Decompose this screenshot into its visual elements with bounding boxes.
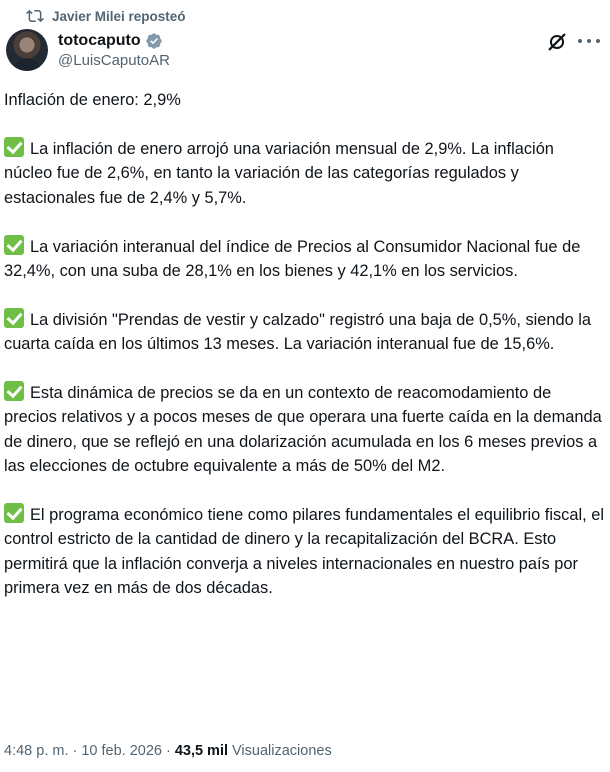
check-mark-icon — [4, 381, 24, 401]
tweet-paragraph — [4, 308, 604, 357]
tweet-paragraph — [4, 381, 604, 478]
more-dot — [587, 39, 591, 43]
paragraph-text: El programa económico tiene como pilares fundamentales el equilibrio fiscal, el control estricto de la cantidad de dinero y la recapitalización del BCRA. Esto permitirá que la inflación converja a niveles internacionales en nuestro país por primera vez en más de dos décadas. — [4, 506, 604, 597]
tweet-time[interactable]: 4:48 p. m. — [4, 743, 69, 759]
verified-badge-icon[interactable] — [145, 32, 163, 50]
repost-label: Javier Milei reposteó — [52, 8, 186, 24]
display-name[interactable]: totocaputo — [58, 31, 141, 49]
views-count[interactable]: 43,5 mil — [174, 743, 229, 759]
views-label[interactable]: Visualizaciones — [232, 743, 332, 759]
display-name-line — [58, 32, 170, 50]
paragraph-text: Inflación de enero: 2,9% — [4, 91, 181, 109]
check-mark-icon — [4, 137, 24, 157]
tweet-metadata — [4, 740, 332, 762]
tweet-paragraph — [4, 137, 604, 210]
meta-separator: · — [165, 743, 171, 759]
tweet-text — [4, 88, 604, 600]
paragraph-text: La variación interanual del índice de Precios al Consumidor Nacional fue de 32,4%, con una suba de 28,1% en los bienes y 42,1% en los servicios. — [4, 237, 581, 280]
check-mark-icon — [4, 503, 24, 523]
paragraph-text: La división "Prendas de vestir y calzado" registró una baja de 0,5%, siendo la cuarta caída en los últimos 13 meses. La variación interanual fue de 15,6%. — [4, 310, 592, 354]
paragraph-text: Esta dinámica de precios se da en un contexto de reacomodamiento de precios relativos y a pocos meses de que operara una fuerte caída en la demanda de dinero, que se reflejó en una dolarización acumulada en los 6 meses previos a las elecciones de octubre equivalente a más de 50% del M2. — [4, 384, 602, 476]
check-mark-icon — [4, 308, 24, 328]
author-header — [6, 28, 610, 72]
paragraph-text: La inflación de enero arrojó una variación mensual de 2,9%. La inflación núcleo fue de 2,6%, en tanto la variación de las categorías regulados y estacionales fue de 2,4% y 5,7%. — [4, 139, 554, 207]
author-names — [58, 32, 170, 69]
handle[interactable]: @LuisCaputoAR — [58, 51, 170, 69]
tweet-paragraph — [4, 235, 604, 284]
more-dot — [578, 39, 582, 43]
avatar[interactable] — [6, 29, 48, 71]
check-mark-icon — [4, 235, 24, 255]
repost-icon — [26, 7, 44, 25]
tweet-date[interactable]: 10 feb. 2026 — [81, 743, 162, 759]
tweet-paragraph — [4, 503, 604, 600]
meta-separator: · — [72, 743, 78, 759]
tweet-paragraph — [4, 88, 604, 112]
more-dot — [596, 39, 600, 43]
repost-indicator[interactable] — [26, 5, 186, 27]
grok-icon[interactable] — [546, 31, 568, 53]
more-options-icon[interactable] — [578, 34, 600, 48]
